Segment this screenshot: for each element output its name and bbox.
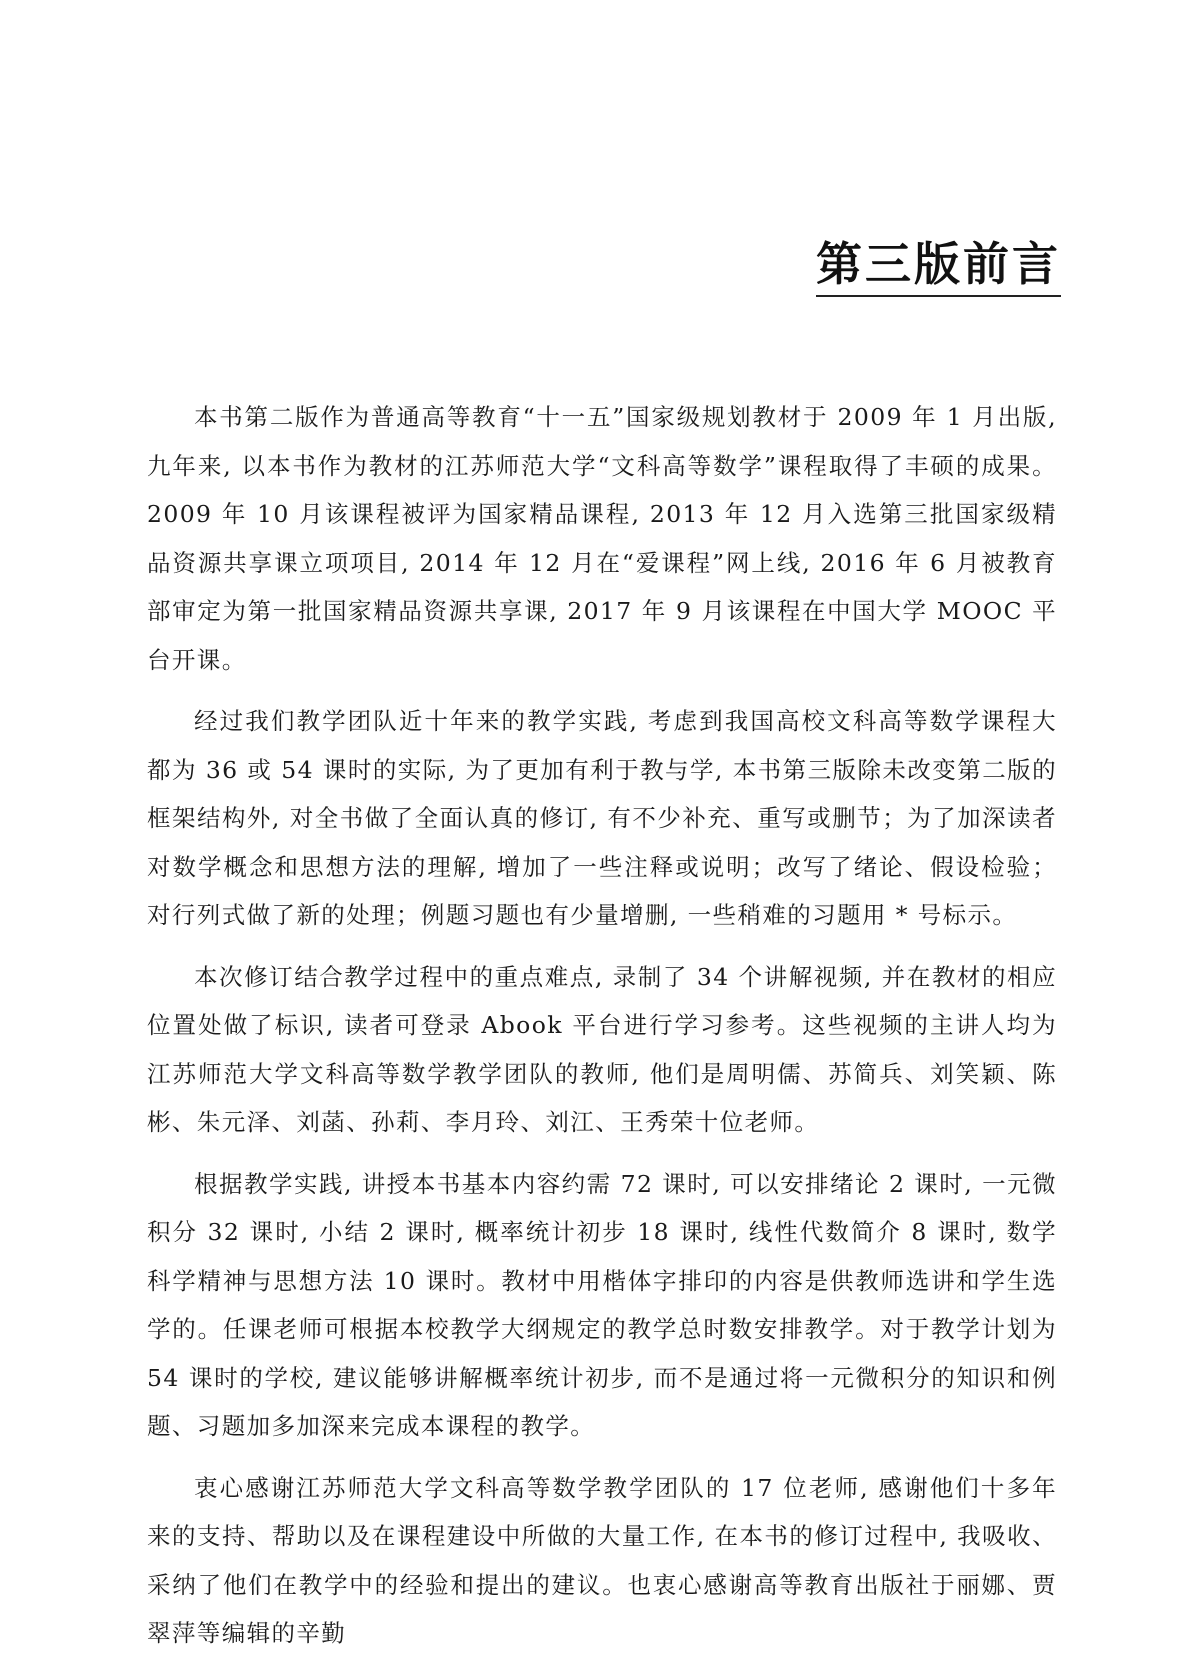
paragraph-1: 本书第二版作为普通高等教育“十一五”国家级规划教材于 2009 年 1 月出版, 九年来, 以本书作为教材的江苏师范大学“文科高等数学”课程取得了丰硕的成果。 2009 年 10 月该课程被评为国家精品课程, 2013 年 12 月入选第三批国家级精品资源共享课立项项目, 2014 年 12 月在“爱课程”网上线, 2016 年 6 月被教育部审定为第一批国家精品资源共享课, 2017 年 9 月该课程在中国大学 MOOC 平台开课。 (147, 403, 1057, 674)
paragraph-4: 根据教学实践, 讲授本书基本内容约需 72 课时, 可以安排绪论 2 课时, 一元微积分 32 课时, 小结 2 课时, 概率统计初步 18 课时, 线性代数简介 8 课时, 数学科学精神与思想方法 10 课时。教材中用楷体字排印的内容是供教师选讲和学生选学的。任课老师可根据本校教学大纲规定的教学总时数安排教学。对于教学计划为 54 课时的学校, 建议能够讲解概率统计初步, 而不是通过将一元微积分的知识和例题、习题加多加深来完成本课程的教学。 (147, 1169, 1057, 1440)
paragraph-3: 本次修订结合教学过程中的重点难点, 录制了 34 个讲解视频, 并在教材的相应位置处做了标识, 读者可登录 Abook 平台进行学习参考。这些视频的主讲人均为江苏师范大学文科高等数学教学团队的教师, 他们是周明儒、苏简兵、刘笑颖、陈彬、朱元泽、刘菡、孙莉、李月玲、刘江、王秀荣十位老师。 (147, 962, 1057, 1136)
preface-body (147, 393, 1057, 1671)
page-title: 第三版前言 (816, 237, 1061, 291)
title-block (816, 238, 1061, 297)
title-underline (816, 295, 1061, 297)
paragraph-5: 衷心感谢江苏师范大学文科高等数学教学团队的 17 位老师, 感谢他们十多年来的支持、帮助以及在课程建设中所做的大量工作, 在本书的修订过程中, 我吸收、采纳了他们在教学中的经验和提出的建议。也衷心感谢高等教育出版社于丽娜、贾翠萍等编辑的辛勤 (147, 1473, 1057, 1647)
paragraph-2: 经过我们教学团队近十年来的教学实践, 考虑到我国高校文科高等数学课程大都为 36 或 54 课时的实际, 为了更加有利于教与学, 本书第三版除未改变第二版的框架结构外, 对全书做了全面认真的修订, 有不少补充、重写或删节；为了加深读者对数学概念和思想方法的理解, 增加了一些注释或说明；改写了绪论、假设检验；对行列式做了新的处理；例题习题也有少量增删, 一些稍难的习题用 * 号标示。 (147, 707, 1057, 929)
